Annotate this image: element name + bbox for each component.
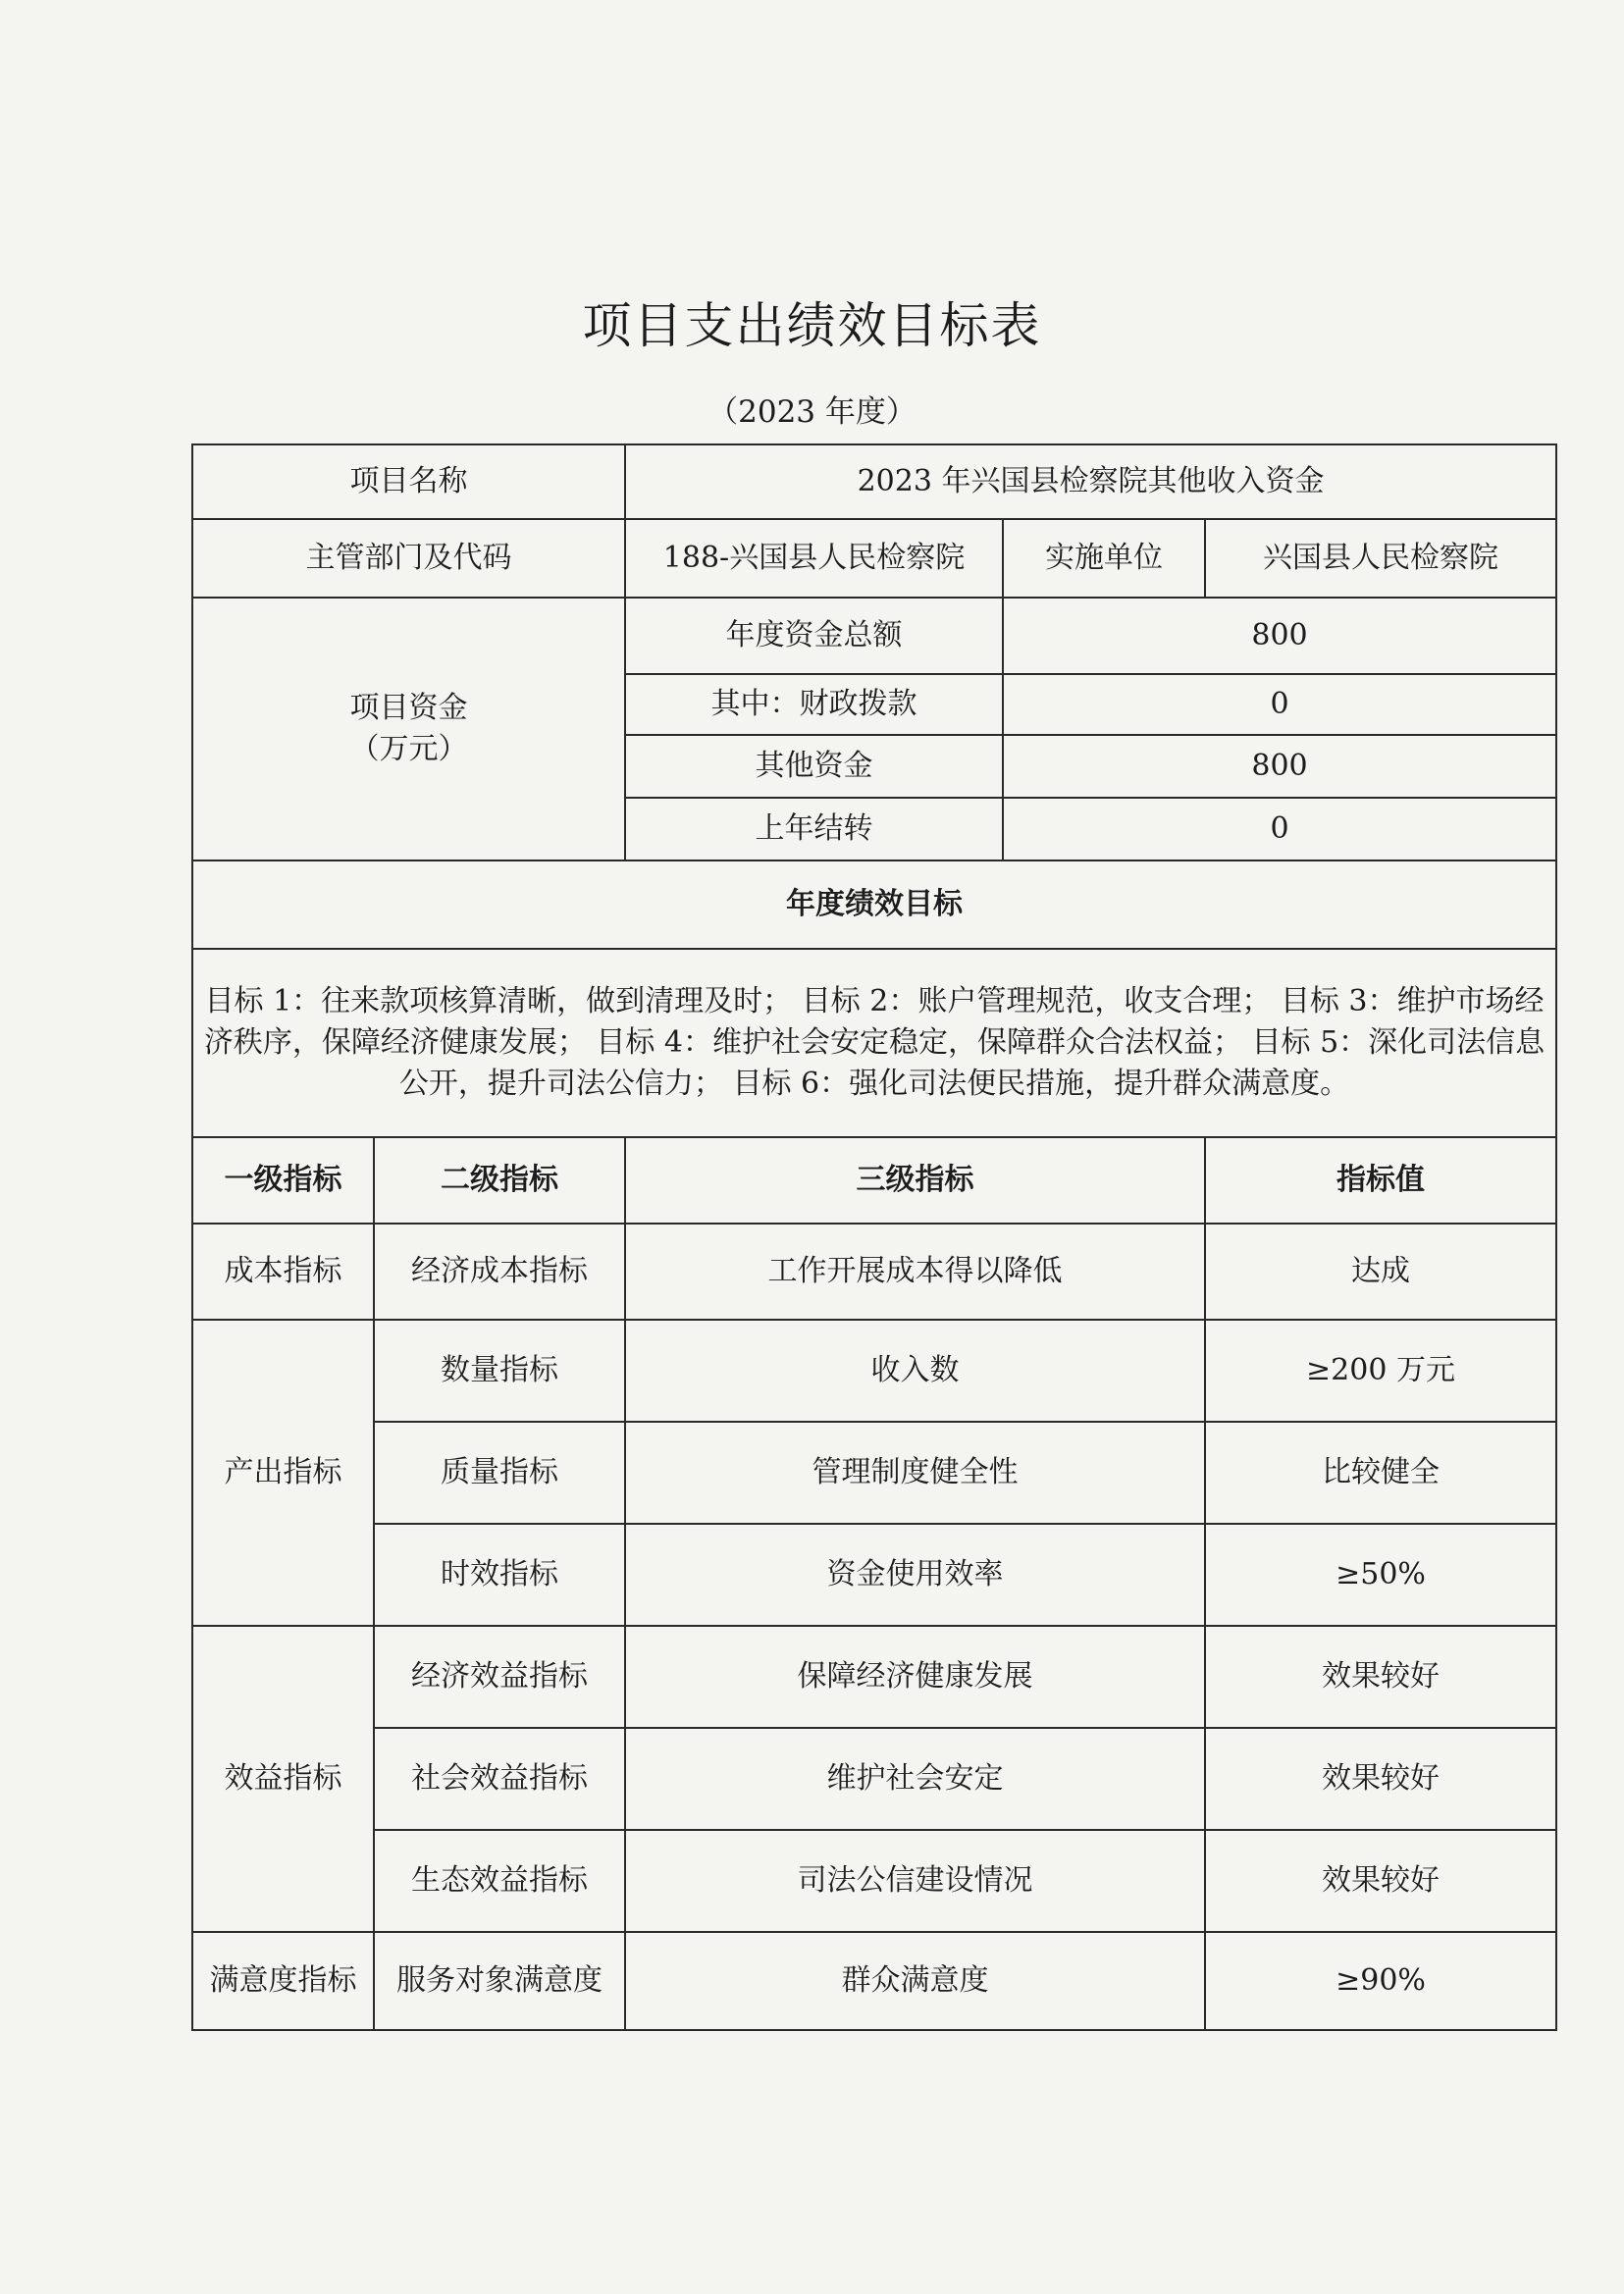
funds-label-text: 项目资金: [349, 691, 468, 725]
indicator-value: 效果较好: [1205, 1626, 1556, 1728]
level1-indicator: 满意度指标: [192, 1932, 374, 2030]
goals-heading-row: [192, 860, 1556, 949]
fund-item-label: 其他资金: [625, 735, 1003, 798]
funds-row: [192, 598, 1556, 674]
performance-target-table: [191, 443, 1557, 2031]
indicator-value: 效果较好: [1205, 1830, 1556, 1932]
header-value: 指标值: [1205, 1137, 1556, 1224]
level2-indicator: 经济成本指标: [374, 1224, 625, 1320]
level3-indicator: 管理制度健全性: [625, 1422, 1205, 1524]
level2-indicator: 生态效益指标: [374, 1830, 625, 1932]
fund-item-label: 其中：财政拨款: [625, 674, 1003, 735]
level2-indicator: 经济效益指标: [374, 1626, 625, 1728]
level1-indicator: 成本指标: [192, 1224, 374, 1320]
header-level2: 二级指标: [374, 1137, 625, 1224]
implementing-unit-value: 兴国县人民检察院: [1205, 519, 1556, 598]
fiscal-year: （2023 年度）: [707, 394, 917, 430]
indicator-row: [192, 1728, 1556, 1830]
indicator-value: ≥50%: [1205, 1524, 1556, 1626]
level2-indicator: 时效指标: [374, 1524, 625, 1626]
level2-indicator: 服务对象满意度: [374, 1932, 625, 2030]
level2-indicator: 质量指标: [374, 1422, 625, 1524]
indicator-row: [192, 1932, 1556, 2030]
fund-item-label: 上年结转: [625, 798, 1003, 860]
annual-goals-heading: 年度绩效目标: [192, 860, 1556, 949]
indicator-row: [192, 1830, 1556, 1932]
level2-indicator: 数量指标: [374, 1320, 625, 1422]
level3-indicator: 资金使用效率: [625, 1524, 1205, 1626]
department-value: 188-兴国县人民检察院: [625, 519, 1003, 598]
level2-indicator: 社会效益指标: [374, 1728, 625, 1830]
indicator-value: 比较健全: [1205, 1422, 1556, 1524]
indicator-value: 效果较好: [1205, 1728, 1556, 1830]
funds-unit-text: （万元）: [349, 732, 468, 766]
level3-indicator: 收入数: [625, 1320, 1205, 1422]
fund-item-value: 0: [1003, 674, 1556, 735]
indicator-row: [192, 1524, 1556, 1626]
indicator-row: [192, 1320, 1556, 1422]
level3-indicator: 司法公信建设情况: [625, 1830, 1205, 1932]
project-name-row: [192, 444, 1556, 519]
implementing-unit-label: 实施单位: [1003, 519, 1205, 598]
indicator-row: [192, 1224, 1556, 1320]
header-level1: 一级指标: [192, 1137, 374, 1224]
header-level3: 三级指标: [625, 1137, 1205, 1224]
level3-indicator: 群众满意度: [625, 1932, 1205, 2030]
project-name-value: 2023 年兴国县检察院其他收入资金: [625, 444, 1556, 519]
indicator-value: 达成: [1205, 1224, 1556, 1320]
indicator-row: [192, 1422, 1556, 1524]
fund-item-value: 800: [1003, 735, 1556, 798]
page-title: 项目支出绩效目标表: [582, 297, 1042, 354]
level1-indicator: 效益指标: [192, 1626, 374, 1932]
level3-indicator: 工作开展成本得以降低: [625, 1224, 1205, 1320]
fund-item-value: 800: [1003, 598, 1556, 674]
indicator-value: ≥90%: [1205, 1932, 1556, 2030]
fund-item-value: 0: [1003, 798, 1556, 860]
level3-indicator: 保障经济健康发展: [625, 1626, 1205, 1728]
indicator-value: ≥200 万元: [1205, 1320, 1556, 1422]
annual-goals-text: 目标 1：往来款项核算清晰，做到清理及时； 目标 2：账户管理规范，收支合理； 目标 3：维护市场经济秩序，保障经济健康发展； 目标 4：维护社会安定稳定，保障群众合法权益； 目标 5：深化司法信息公开，提升司法公信力； 目标 6：强化司法便民措施，提升群众满意度。: [192, 949, 1556, 1137]
level3-indicator: 维护社会安定: [625, 1728, 1205, 1830]
project-funds-label: [192, 598, 625, 860]
level1-indicator: 产出指标: [192, 1320, 374, 1626]
project-name-label: 项目名称: [192, 444, 625, 519]
department-label: 主管部门及代码: [192, 519, 625, 598]
indicator-row: [192, 1626, 1556, 1728]
department-row: [192, 519, 1556, 598]
fund-item-label: 年度资金总额: [625, 598, 1003, 674]
goals-text-row: [192, 949, 1556, 1137]
indicator-header-row: [192, 1137, 1556, 1224]
